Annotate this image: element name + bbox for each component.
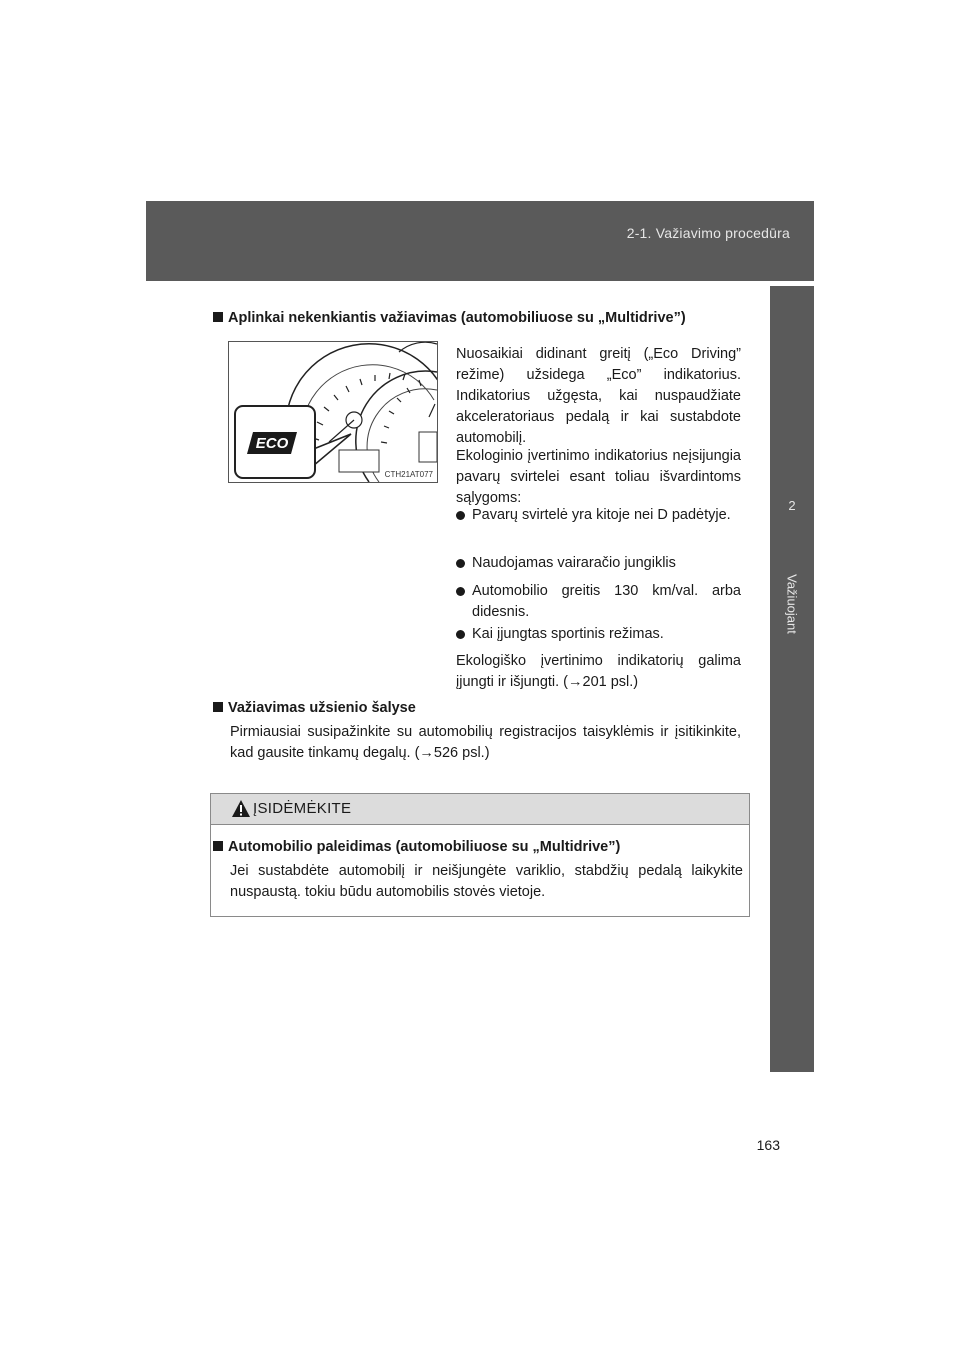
side-tab-number: 2 — [788, 498, 796, 513]
square-bullet-icon — [213, 312, 223, 322]
chapter-title: 2-1. Važiavimo procedūra — [626, 225, 790, 241]
section-heading-eco-text: Aplinkai nekenkiantis važiavimas (automobiliuose su „Multidrive”) — [228, 310, 686, 326]
list-item-text: Naudojamas vairaračio jungiklis — [472, 555, 676, 571]
square-bullet-icon — [213, 841, 223, 851]
caution-title: ĮSIDĖMĖKITE — [253, 800, 352, 817]
eco-paragraph-3: Ekologiško įvertinimo indikatorių galima įjungti ir išjungti. (→201 psl.) — [456, 653, 741, 690]
list-item — [456, 553, 741, 574]
figure-code: CTH21AT077 — [384, 470, 433, 479]
eco-indicator-figure — [228, 341, 438, 483]
caution-header — [211, 794, 749, 825]
list-item-text: Kai įjungtas sportinis režimas. — [472, 626, 664, 642]
eco-paragraph-1: Nuosaikiai didinant greitį („Eco Driving” režime) užsidega „Eco” indikatorius. Indikatorius užgęsta, kai nuspaudžiate akceleratoriaus pedalą ir kai sustabdote automobilį. — [456, 346, 741, 446]
caution-paragraph: Jei sustabdėte automobilį ir neišjungėte variklio, stabdžių pedalą laikykite nuspaustą. tokiu būdu automobilis stovės vietoje. — [230, 863, 743, 900]
square-bullet-icon — [213, 702, 223, 712]
section-heading-eco — [213, 308, 753, 328]
side-tab-label-wrap — [770, 544, 814, 664]
caution-heading — [213, 837, 743, 857]
section-heading-abroad — [213, 698, 753, 718]
side-tab — [770, 286, 814, 1072]
list-item — [456, 624, 741, 645]
side-tab-label: Važiuojant — [784, 574, 800, 634]
list-item — [456, 581, 741, 623]
warning-triangle-icon — [231, 799, 251, 819]
list-item-text: Automobilio greitis 130 km/val. arba didesnis. — [472, 583, 741, 620]
list-item-text: Pavarų svirtelė yra kitoje nei D padėtyje. — [472, 507, 731, 523]
caution-box — [210, 793, 750, 917]
instrument-cluster-illustration — [229, 342, 437, 482]
eco-paragraph-2: Ekologinio įvertinimo indikatorius neįsijungia pavarų svirtelei esant toliau išvardintoms sąlygoms: — [456, 448, 741, 506]
bullet-dot-icon — [456, 559, 465, 568]
bullet-dot-icon — [456, 587, 465, 596]
bullet-dot-icon — [456, 630, 465, 639]
list-item — [456, 505, 741, 547]
page-number: 163 — [756, 1137, 780, 1153]
caution-heading-text: Automobilio paleidimas (automobiliuose su „Multidrive”) — [228, 839, 621, 855]
eco-badge-text: ECO — [255, 435, 289, 452]
section-heading-abroad-text: Važiavimas užsienio šalyse — [228, 700, 416, 716]
abroad-paragraph: Pirmiausiai susipažinkite su automobilių registracijos taisyklėmis ir įsitikinkite, kad gausite tinkamų degalų. (→526 psl.) — [230, 724, 741, 761]
bullet-dot-icon — [456, 511, 465, 520]
chapter-header — [146, 201, 814, 281]
